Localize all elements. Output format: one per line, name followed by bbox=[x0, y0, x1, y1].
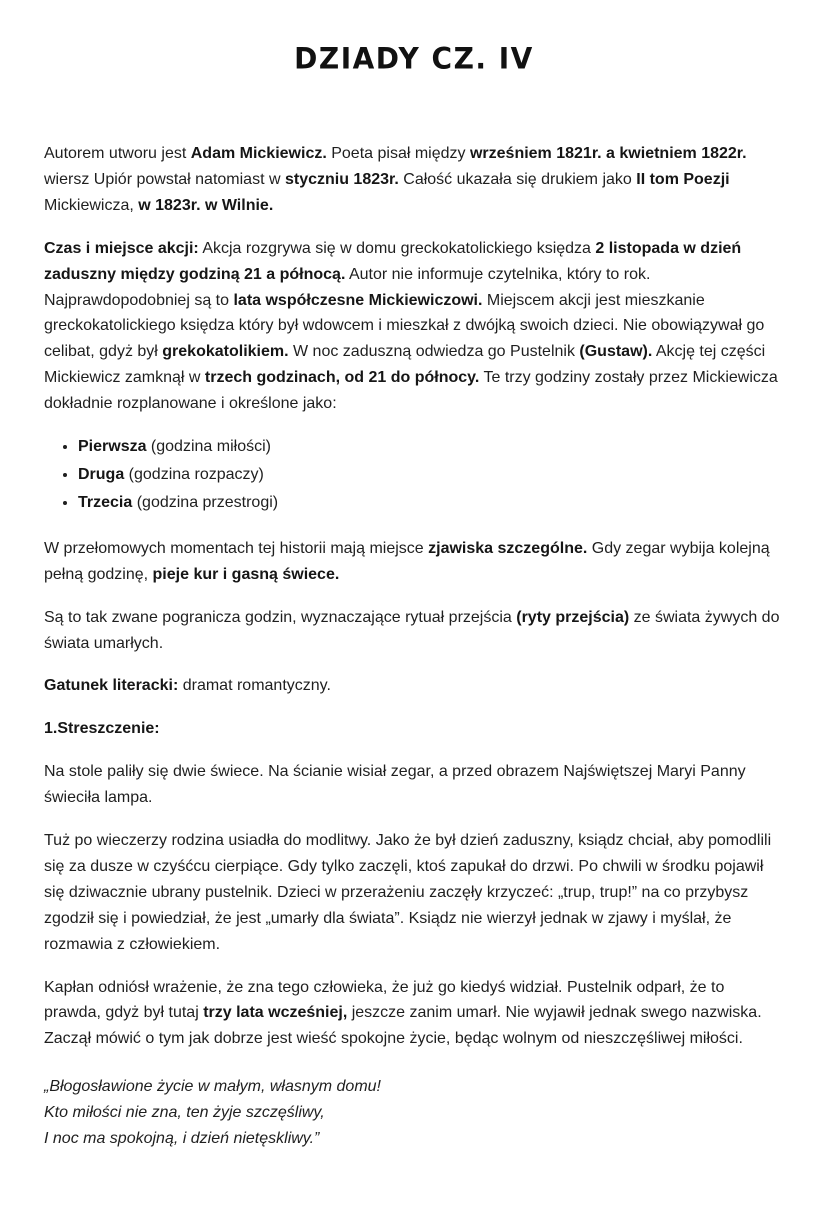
bold-text: (ryty przejścia) bbox=[516, 608, 630, 626]
bold-text: trzech godzinach, od 21 do północy. bbox=[204, 369, 480, 387]
bold-text: Adam Mickiewicz. bbox=[190, 145, 327, 162]
bold-text: trzy lata wcześniej, bbox=[203, 1004, 348, 1022]
summary-heading bbox=[44, 716, 784, 742]
bold-text: wrześniem 1821r. a kwietniem 1822r. bbox=[469, 145, 747, 162]
body-text: W noc zaduszną odwiedza go Pustelnik bbox=[288, 343, 580, 361]
body-text: Akcję tej części Mickiewicz zamknął w bbox=[44, 343, 766, 387]
bold-text: 2 listopada w dzień zaduszny między godziną 21 a północą. bbox=[44, 239, 742, 283]
body-text: Całość ukazała się drukiem jako bbox=[398, 170, 637, 188]
bold-text: Trzecia bbox=[78, 493, 133, 511]
body-text: Tuż po wieczerzy rodzina usiadła do modlitwy. Jako że był dzień zaduszny, ksiądz chciał, aby pomodlili się za dusze w czyśćcu cierpiące. Gdy tylko zaczęli, ktoś zapukał do drzwi. Po chwili w środku pojawił się dziwacznie ubrany pustelnik. Dzieci w przerażeniu zaczęły krzyczeć: „trup, trup!” na co przybysz zgodził się i powiedział, że jest „umarły dla świata”. Ksiądz nie wierzył jednak w zjawy i myślał, że rozmawia z człowiekiem. bbox=[44, 832, 772, 953]
quote-line: „Błogosławione życie w małym, własnym domu! bbox=[44, 1078, 381, 1096]
body-text: Mickiewicza, bbox=[44, 196, 139, 214]
list-item bbox=[78, 490, 784, 516]
summary-paragraph-1 bbox=[44, 759, 784, 811]
time-place-paragraph bbox=[44, 236, 784, 417]
verse-quote bbox=[44, 1074, 784, 1152]
bold-text: zjawiska szczególne. bbox=[428, 539, 588, 557]
body-text: wiersz Upiór powstał natomiast w bbox=[44, 170, 285, 188]
phenomena-paragraph bbox=[44, 536, 784, 588]
summary-paragraph-2 bbox=[44, 828, 784, 958]
body-text: Autor nie informuje czytelnika, który to rok. Najprawdopodobniej są to bbox=[44, 265, 651, 309]
bold-text: II tom Poezji bbox=[636, 170, 730, 188]
body-text: (godzina miłości) bbox=[146, 438, 271, 456]
body-text: Są to tak zwane pogranicza godzin, wyznaczające rytuał przejścia bbox=[44, 608, 517, 626]
bold-text: Czas i miejsce akcji: bbox=[44, 239, 199, 257]
list-item bbox=[78, 434, 784, 460]
list-item bbox=[78, 462, 784, 488]
body-text: Gdy zegar wybija kolejną pełną godzinę, bbox=[44, 539, 770, 583]
summary-paragraph-3 bbox=[44, 975, 784, 1053]
rites-paragraph bbox=[44, 605, 784, 657]
bold-text: pieje kur i gasną świece. bbox=[152, 565, 340, 583]
body-text: Autorem utworu jest bbox=[44, 145, 191, 162]
bold-text: styczniu 1823r. bbox=[284, 170, 399, 188]
bold-text: Gatunek literacki: bbox=[44, 677, 179, 695]
body-text: Kapłan odniósł wrażenie, że zna tego człowieka, że już go kiedyś widział. Pustelnik odparł, że to prawda, gdyż był tutaj bbox=[44, 978, 725, 1022]
body-text: Na stole paliły się dwie świece. Na ścianie wisiał zegar, a przed obrazem Najświętszej Maryi Panny świeciła lampa. bbox=[44, 763, 746, 807]
body-text: ze świata żywych do świata umarłych. bbox=[44, 608, 780, 652]
document-body bbox=[44, 141, 784, 1152]
hours-list bbox=[44, 434, 784, 516]
body-text: dramat romantyczny. bbox=[178, 677, 331, 695]
page-title: DZIADY CZ. IV bbox=[294, 41, 534, 76]
bold-text: (Gustaw). bbox=[579, 343, 653, 361]
body-text: Miejscem akcji jest mieszkanie greckokatolickiego księdza który był wdowcem i mieszkał z dwójką swoich dzieci. Nie obowiązywał go celibat, gdyż był bbox=[44, 291, 765, 361]
bold-text: w 1823r. w Wilnie. bbox=[138, 196, 274, 214]
quote-line: I noc ma spokojną, i dzień nietęskliwy.” bbox=[44, 1130, 320, 1148]
body-text: Poeta pisał między bbox=[326, 145, 470, 162]
body-text: W przełomowych momentach tej historii mają miejsce bbox=[44, 539, 429, 557]
bold-text: Druga bbox=[78, 465, 125, 483]
quote-line: Kto miłości nie zna, ten żyje szczęśliwy, bbox=[44, 1104, 325, 1122]
bold-text: grekokatolikiem. bbox=[162, 343, 289, 361]
body-text: Te trzy godziny zostały przez Mickiewicza dokładnie rozplanowane i określone jako: bbox=[44, 369, 778, 413]
body-text: jeszcze zanim umarł. Nie wyjawił jednak swego nazwiska. Zaczął mówić o tym jak dobrze jest wieść spokojne życie, będąc wolnym od nieszczęśliwej miłości. bbox=[44, 1004, 762, 1048]
body-text: (godzina przestrogi) bbox=[132, 493, 279, 511]
bold-text: Pierwsza bbox=[78, 438, 147, 456]
bold-text: 1.Streszczenie: bbox=[44, 720, 160, 738]
body-text: (godzina rozpaczy) bbox=[124, 465, 264, 483]
bold-text: lata współczesne Mickiewiczowi. bbox=[233, 291, 483, 309]
intro-paragraph bbox=[44, 141, 784, 219]
genre-paragraph bbox=[44, 673, 784, 699]
body-text: Akcja rozgrywa się w domu greckokatolickiego księdza bbox=[198, 239, 596, 257]
